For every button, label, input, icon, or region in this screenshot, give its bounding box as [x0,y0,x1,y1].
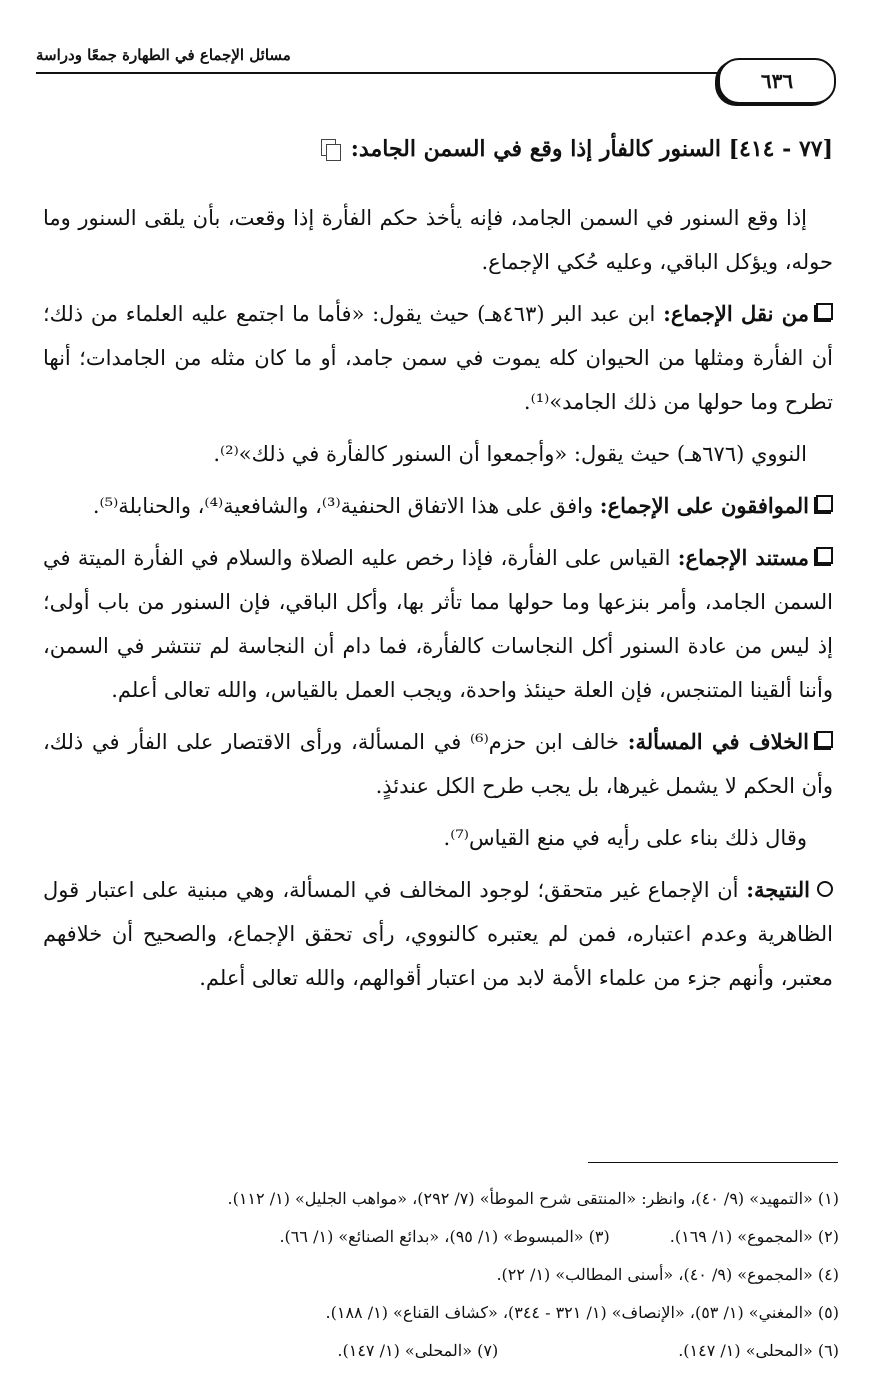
basis-text: القياس على الفأرة، فإذا رخص عليه الصلاة والسلام في الفأرة الميتة في السمن الجامد، وأمر بنزعها وما حولها مما تأثر بها، وأكل الباقي، فإن السنور من باب أولى؛ إذ ليس من عادة السنور أكل النجاسات كالفأرة، فما دام أن النجاسة لم تنتشر في السمن، وأننا ألقينا المتنجس، فإن العلة حينئذ واحدة، ويجب العمل بالقياس، والله تعالى أعلم. [43,546,833,702]
dispute-followup-paragraph: وقال ذلك بناء على رأيه في منع القياس⁽⁷⁾. [443,826,807,850]
transmitters-paragraph [43,292,833,424]
footnote-3: (٣) «المبسوط» (١/ ٩٥)، «بدائع الصنائع» (١/ ٦٦). [279,1227,610,1246]
square-bullet-icon [816,547,833,564]
header-rule [36,72,724,74]
footnote-4: (٤) «المجموع» (٩/ ٤٠)، «أسنى المطالب» (١/ ٢٢). [496,1265,839,1284]
footnote-6: (٦) «المحلى» (١/ ١٤٧). [678,1341,839,1360]
intro-paragraph: إذا وقع السنور في السمن الجامد، فإنه يأخذ حكم الفأرة إذا وقعت، بأن يلقى السنور وما حوله، ويؤكل الباقي، وعليه حُكي الإجماع. [43,206,833,274]
footnote-5: (٥) «المغني» (١/ ٥٣)، «الإنصاف» (١/ ٣٢١ - ٣٤٤)، «كشاف القناع» (١/ ١٨٨). [325,1303,839,1322]
basis-paragraph [43,536,833,712]
nawawi-paragraph: النووي (٦٧٦هـ) حيث يقول: «وأجمعوا أن السنور كالفأرة في ذلك»⁽²⁾. [213,442,807,466]
result-paragraph [43,868,833,1000]
footnote-row-2-3 [39,1218,839,1256]
footnote-row-6-7 [39,1332,839,1370]
page-number: ٦٣٦ [718,58,836,104]
result-text: أن الإجماع غير متحقق؛ لوجود المخالف في المسألة، وهي مبنية على اعتبار قول الظاهرية وعدم اعتباره، فمن لم يعتبره كالنووي، رأى تحقق الإجماع، والصحيح أن خلافهم معتبر، وأنهم جزء من علماء الأمة لابد من اعتبار أقوالهم، والله تعالى أعلم. [43,878,833,990]
agreeing-paragraph [43,484,833,528]
agreeing-label: الموافقون على الإجماع: [599,493,809,518]
issue-heading: [٧٧ - ٤١٤] السنور كالفأر إذا وقع في السمن الجامد: [350,136,833,162]
footnote-7: (٧) «المحلى» (١/ ١٤٧). [337,1341,499,1360]
transmitters-label: من نقل الإجماع: [663,301,809,326]
square-bullet-icon [816,731,833,748]
dispute-paragraph [43,720,833,808]
basis-label: مستند الإجماع: [677,545,809,570]
footnote-1: (١) «التمهيد» (٩/ ٤٠)، وانظر: «المنتقى شرح الموطأ» (٧/ ٢٩٢)، «مواهب الجليل» (١/ ١١٢). [227,1189,839,1208]
body-text [43,196,833,1008]
dispute-label: الخلاف في المسألة: [627,729,809,754]
agreeing-text: وافق على هذا الاتفاق الحنفية⁽³⁾، والشافعية⁽⁴⁾، والحنابلة⁽⁵⁾. [92,494,594,518]
issue-heading-row [33,136,833,162]
running-title: مسائل الإجماع في الطهارة جمعًا ودراسة [36,46,291,64]
square-bullet-icon [816,303,833,320]
square-bullet-icon [816,495,833,512]
footnote-2: (٢) «المجموع» (١/ ١٦٩). [669,1227,839,1246]
footnotes [39,1180,839,1370]
transmitters-text: ابن عبد البر (٤٦٣هـ) حيث يقول: «فأما ما اجتمع عليه العلماء من ذلك؛ أن الفأرة ومثلها من الحيوان كله يموت في سمن جامد، أو ما كان مثله من الجامدات؛ أنها تطرح وما حولها من ذلك الجامد»⁽¹⁾. [43,302,833,414]
footnote-rule [588,1162,838,1163]
result-label: النتيجة: [746,877,810,902]
dispute-text: خالف ابن حزم⁽⁶⁾ في المسألة، ورأى الاقتصار على الفأر في ذلك، وأن الحكم لا يشمل غيرها، بل يجب طرح الكل عندئذٍ. [43,730,833,798]
circle-bullet-icon [817,881,833,897]
copy-icon[interactable] [319,138,341,160]
